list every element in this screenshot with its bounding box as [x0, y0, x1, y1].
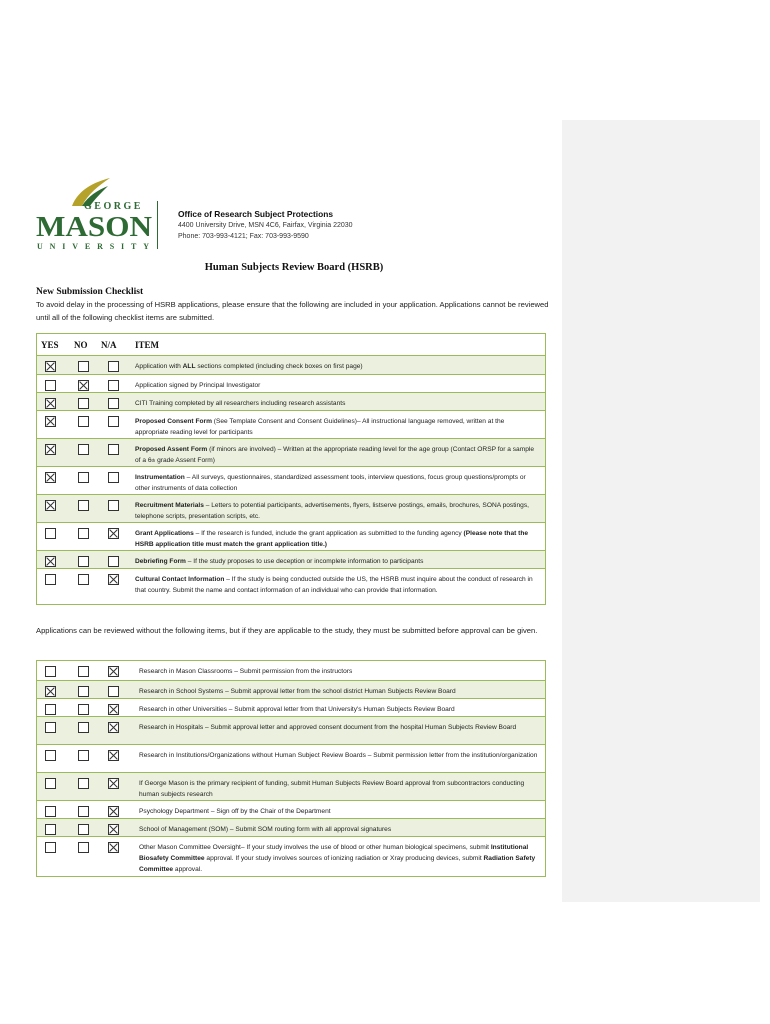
checklist-item-text: Other Mason Committee Oversight– If your study involves the use of blood or other human biological specimens, submit Institutional Biosafety Committee approval. If your study involves sources of ionizing radiation or Xray producing devices, submit Radiation Safety Committee approval.: [139, 844, 536, 873]
no-checkbox[interactable]: [78, 556, 89, 567]
checklist-item-text: Grant Applications – If the research is funded, include the grant application as submitted to the funding agency (Please note that the HSRB application title must match the grant application title.): [135, 530, 529, 548]
header-yes: YES: [41, 340, 59, 350]
na-checkbox[interactable]: [108, 528, 119, 539]
checklist-row: [37, 374, 545, 392]
na-checkbox[interactable]: [108, 556, 119, 567]
required-items-table: [36, 333, 546, 605]
office-phone: Phone: 703-993-4121; Fax: 703-993-9590: [178, 233, 309, 240]
checklist-row: [37, 392, 545, 410]
checklist-item-text: Cultural Contact Information – If the study is being conducted outside the US, the HSRB must inquire about the conduct of research in that country. Submit the name and contact information of an individual who can provide that information.: [135, 576, 533, 594]
na-checkbox[interactable]: [108, 398, 119, 409]
no-checkbox[interactable]: [78, 824, 89, 835]
checklist-row: [37, 438, 545, 466]
no-checkbox[interactable]: [78, 574, 89, 585]
yes-checkbox[interactable]: [45, 574, 56, 585]
yes-checkbox[interactable]: [45, 472, 56, 483]
document-title: Human Subjects Review Board (HSRB): [204, 262, 384, 273]
checklist-item-text: Research in other Universities – Submit approval letter from that University's Human Subjects Review Board: [139, 706, 455, 713]
na-checkbox[interactable]: [108, 666, 119, 677]
checklist-row: [37, 568, 545, 604]
header-na: N/A: [101, 340, 117, 350]
na-checkbox[interactable]: [108, 444, 119, 455]
logo-university: UNIVERSITY: [37, 242, 149, 251]
na-checkbox[interactable]: [108, 416, 119, 427]
checklist-row: [37, 661, 545, 680]
checklist-item-text: Research in Mason Classrooms – Submit permission from the instructors: [139, 668, 353, 675]
checklist-item-text: CITI Training completed by all researchers including research assistants: [135, 400, 346, 407]
checklist-item-text: Recruitment Materials – Letters to potential participants, advertisements, flyers, listserve postings, emails, brochures, SONA postings, telephone scripts, presentation scripts, etc.: [135, 502, 529, 520]
na-checkbox[interactable]: [108, 842, 119, 853]
no-checkbox[interactable]: [78, 472, 89, 483]
yes-checkbox[interactable]: [45, 666, 56, 677]
na-checkbox[interactable]: [108, 750, 119, 761]
office-address: 4400 University Drive, MSN 4C6, Fairfax, Virginia 22030: [178, 222, 353, 229]
checklist-row: [37, 836, 545, 876]
checklist-row: [37, 466, 545, 494]
na-checkbox[interactable]: [108, 380, 119, 391]
logo-george: GEORGE: [84, 201, 143, 212]
checklist-item-text: Research in Institutions/Organizations without Human Subject Review Boards – Submit permission letter from the institution/organization: [139, 752, 538, 759]
checklist-row: [37, 550, 545, 568]
checklist-row: [37, 494, 545, 522]
no-checkbox[interactable]: [78, 361, 89, 372]
yes-checkbox[interactable]: [45, 500, 56, 511]
checklist-item-text: School of Management (SOM) – Submit SOM routing form with all approval signatures: [139, 826, 392, 833]
logo-mason: MASON: [36, 212, 152, 243]
no-checkbox[interactable]: [78, 398, 89, 409]
yes-checkbox[interactable]: [45, 778, 56, 789]
checklist-row: [37, 772, 545, 800]
na-checkbox[interactable]: [108, 778, 119, 789]
no-checkbox[interactable]: [78, 704, 89, 715]
checklist-item-text: Instrumentation – All surveys, questionnaires, standardized assessment tools, interview questions, focus group questions/prompts or other instruments of data collection: [135, 474, 526, 492]
header-item: ITEM: [135, 340, 160, 350]
na-checkbox[interactable]: [108, 806, 119, 817]
checklist-row: [37, 744, 545, 772]
optional-intro-paragraph: Applications can be reviewed without the following items, but if they are applicable to the study, they must be submitted before approval can be given.: [36, 626, 538, 635]
na-checkbox[interactable]: [108, 824, 119, 835]
yes-checkbox[interactable]: [45, 444, 56, 455]
checklist-item-text: Application with ALL sections completed (including check boxes on first page): [135, 363, 363, 370]
checklist-item-text: Research in School Systems – Submit approval letter from the school district Human Subjects Review Board: [139, 688, 456, 695]
yes-checkbox[interactable]: [45, 361, 56, 372]
yes-checkbox[interactable]: [45, 528, 56, 539]
na-checkbox[interactable]: [108, 472, 119, 483]
no-checkbox[interactable]: [78, 500, 89, 511]
na-checkbox[interactable]: [108, 500, 119, 511]
table-header-row: [37, 334, 545, 355]
yes-checkbox[interactable]: [45, 750, 56, 761]
no-checkbox[interactable]: [78, 666, 89, 677]
header-no: NO: [74, 340, 88, 350]
checklist-item-text: Proposed Consent Form (See Template Consent and Consent Guidelines)– All instructional language removed, written at the appropriate reading level for participants: [135, 418, 505, 436]
no-checkbox[interactable]: [78, 778, 89, 789]
no-checkbox[interactable]: [78, 722, 89, 733]
no-checkbox[interactable]: [78, 686, 89, 697]
no-checkbox[interactable]: [78, 806, 89, 817]
checklist-row: [37, 355, 545, 374]
checklist-item-text: Proposed Assent Form (if minors are involved) – Written at the appropriate reading level for the age group (Contact ORSP for a sample of a 6th grade Assent Form): [135, 446, 534, 464]
george-mason-logo: [36, 176, 154, 252]
checklist-row: [37, 716, 545, 744]
intro-paragraph: To avoid delay in the processing of HSRB applications, please ensure that the following are included in your application. Applications cannot be reviewed until all of the following checklist items are submitted.: [36, 300, 549, 322]
no-checkbox[interactable]: [78, 528, 89, 539]
yes-checkbox[interactable]: [45, 806, 56, 817]
na-checkbox[interactable]: [108, 686, 119, 697]
yes-checkbox[interactable]: [45, 842, 56, 853]
office-name: Office of Research Subject Protections: [178, 209, 333, 219]
checklist-item-text: Research in Hospitals – Submit approval letter and approved consent document from the hospital Human Subjects Review Board: [139, 724, 517, 731]
checklist-row: [37, 410, 545, 438]
checklist-row: [37, 818, 545, 836]
checklist-row: [37, 800, 545, 818]
checklist-row: [37, 698, 545, 716]
checklist-item-text: Application signed by Principal Investigator: [135, 382, 261, 389]
yes-checkbox[interactable]: [45, 686, 56, 697]
yes-checkbox[interactable]: [45, 416, 56, 427]
logo-divider: [157, 201, 158, 249]
yes-checkbox[interactable]: [45, 704, 56, 715]
na-checkbox[interactable]: [108, 574, 119, 585]
yes-checkbox[interactable]: [45, 556, 56, 567]
yes-checkbox[interactable]: [45, 380, 56, 391]
conditional-items-table: [36, 660, 546, 877]
yes-checkbox[interactable]: [45, 824, 56, 835]
yes-checkbox[interactable]: [45, 722, 56, 733]
no-checkbox[interactable]: [78, 416, 89, 427]
na-checkbox[interactable]: [108, 361, 119, 372]
checklist-row: [37, 680, 545, 698]
comment-side-panel: [562, 120, 760, 902]
checklist-item-text: Debriefing Form – If the study proposes to use deception or incomplete information to participants: [135, 558, 424, 565]
no-checkbox[interactable]: [78, 842, 89, 853]
na-checkbox[interactable]: [108, 704, 119, 715]
yes-checkbox[interactable]: [45, 398, 56, 409]
checklist-item-text: Psychology Department – Sign off by the Chair of the Department: [139, 808, 331, 815]
no-checkbox[interactable]: [78, 444, 89, 455]
section-subtitle: New Submission Checklist: [36, 287, 144, 297]
no-checkbox[interactable]: [78, 750, 89, 761]
checklist-row: [37, 522, 545, 550]
no-checkbox[interactable]: [78, 380, 89, 391]
checklist-item-text: If George Mason is the primary recipient of funding, submit Human Subjects Review Board approval from subcontractors conducting human subjects research: [139, 780, 525, 798]
na-checkbox[interactable]: [108, 722, 119, 733]
